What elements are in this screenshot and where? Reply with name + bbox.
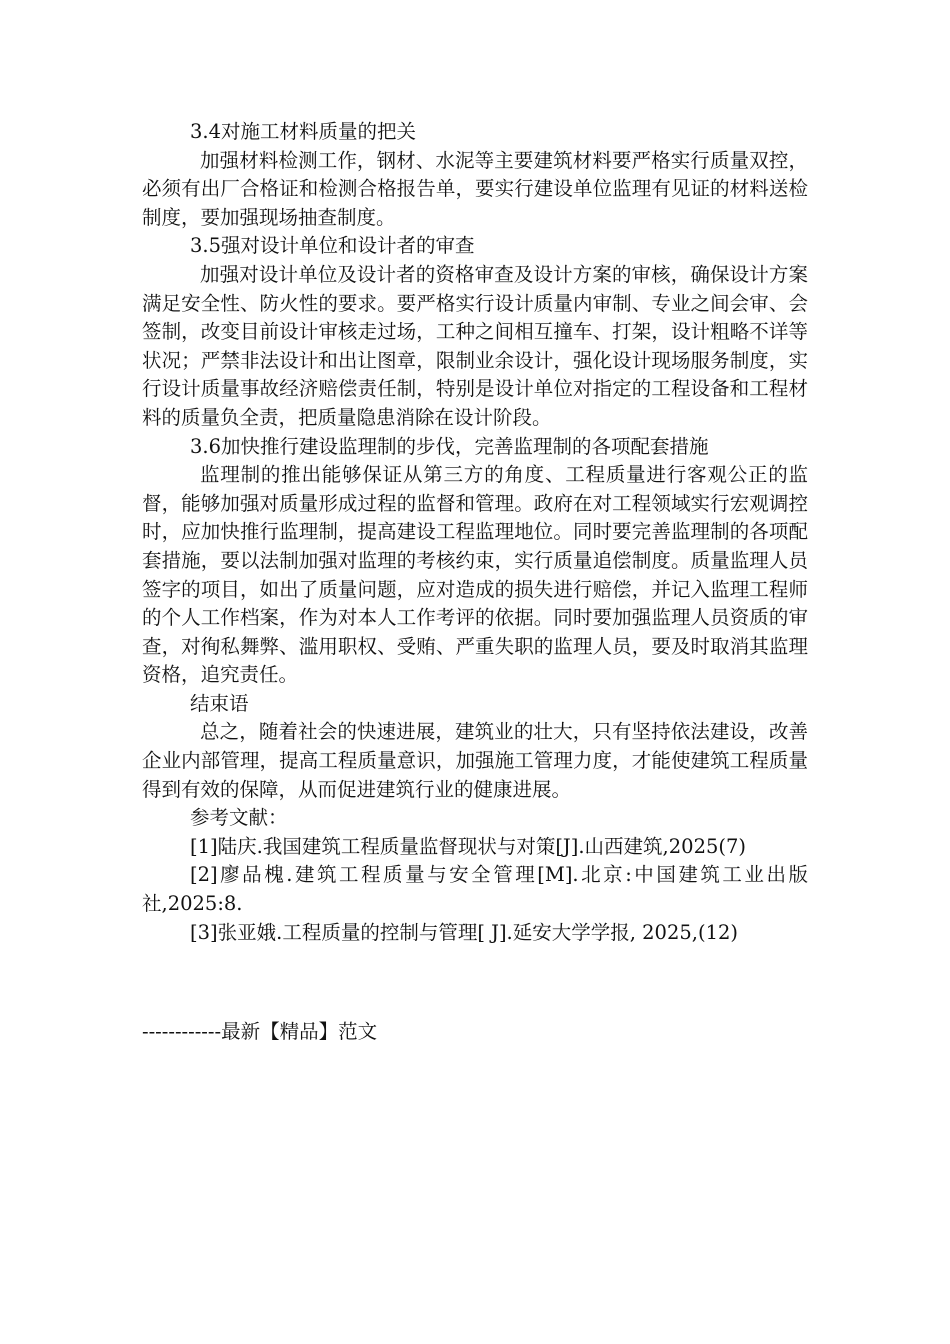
section-body-3-5: 加强对设计单位及设计者的资格审查及设计方案的审核，确保设计方案满足安全性、防火性的要求。要严格实行设计质量内审制、专业之间会审、会签制，改变目前设计审核走过场，工种之间相互撞车、打架，设计粗略不详等状况；严禁非法设计和出让图章，限制业余设计，强化设计现场服务制度，实行设计质量事故经济赔偿责任制，特别是设计单位对指定的工程设备和工程材料的质量负全责，把质量隐患消除在设计阶段。 [142, 262, 808, 429]
references-heading: 参考文献： [190, 806, 288, 830]
section-heading-conclusion: 结束语 [190, 691, 249, 715]
section-heading-3-6: 3.6加快推行建设监理制的步伐，完善监理制的各项配套措施 [190, 434, 709, 458]
section-body-conclusion: 总之，随着社会的快速进展，建筑业的壮大，只有坚持依法建设，改善企业内部管理，提高工程质量意识，加强施工管理力度，才能使建筑工程质量得到有效的保障，从而促进建筑行业的健康进展。 [142, 720, 808, 801]
document-body [142, 118, 808, 947]
reference-item-3: [3]张亚娥.工程质量的控制与管理[ J].延安大学学报, 2025,(12) [190, 920, 738, 944]
section-heading-3-5: 3.5强对设计单位和设计者的审查 [190, 234, 475, 258]
section-body-3-6: 监理制的推出能够保证从第三方的角度、工程质量进行客观公正的监督，能够加强对质量形成过程的监督和管理。政府在对工程领域实行宏观调控时，应加快推行监理制，提高建设工程监理地位。同时要完善监理制的各项配套措施，要以法制加强对监理的考核约束，实行质量追偿制度。质量监理人员签字的项目，如出了质量问题，应对造成的损失进行赔偿，并记入监理工程师的个人工作档案，作为对本人工作考评的依据。同时要加强监理人员资质的审查，对徇私舞弊、滥用职权、受贿、严重失职的监理人员，要及时取消其监理资格，追究责任。 [142, 463, 808, 687]
section-heading-3-4: 3.4对施工材料质量的把关 [190, 120, 417, 143]
footer-tagline: ------------最新【精品】范文 [142, 1020, 378, 1043]
reference-item-1: [1]陆庆.我国建筑工程质量监督现状与对策[J].山西建筑,2025(7) [190, 834, 746, 858]
section-body-3-4: 加强材料检测工作，钢材、水泥等主要建筑材料要严格实行质量双控，必须有出厂合格证和检测合格报告单，要实行建设单位监理有见证的材料送检制度，要加强现场抽查制度。 [142, 148, 808, 229]
reference-item-2: [2]廖品槐.建筑工程质量与安全管理[M].北京:中国建筑工业出版社,2025:8. [142, 863, 808, 916]
